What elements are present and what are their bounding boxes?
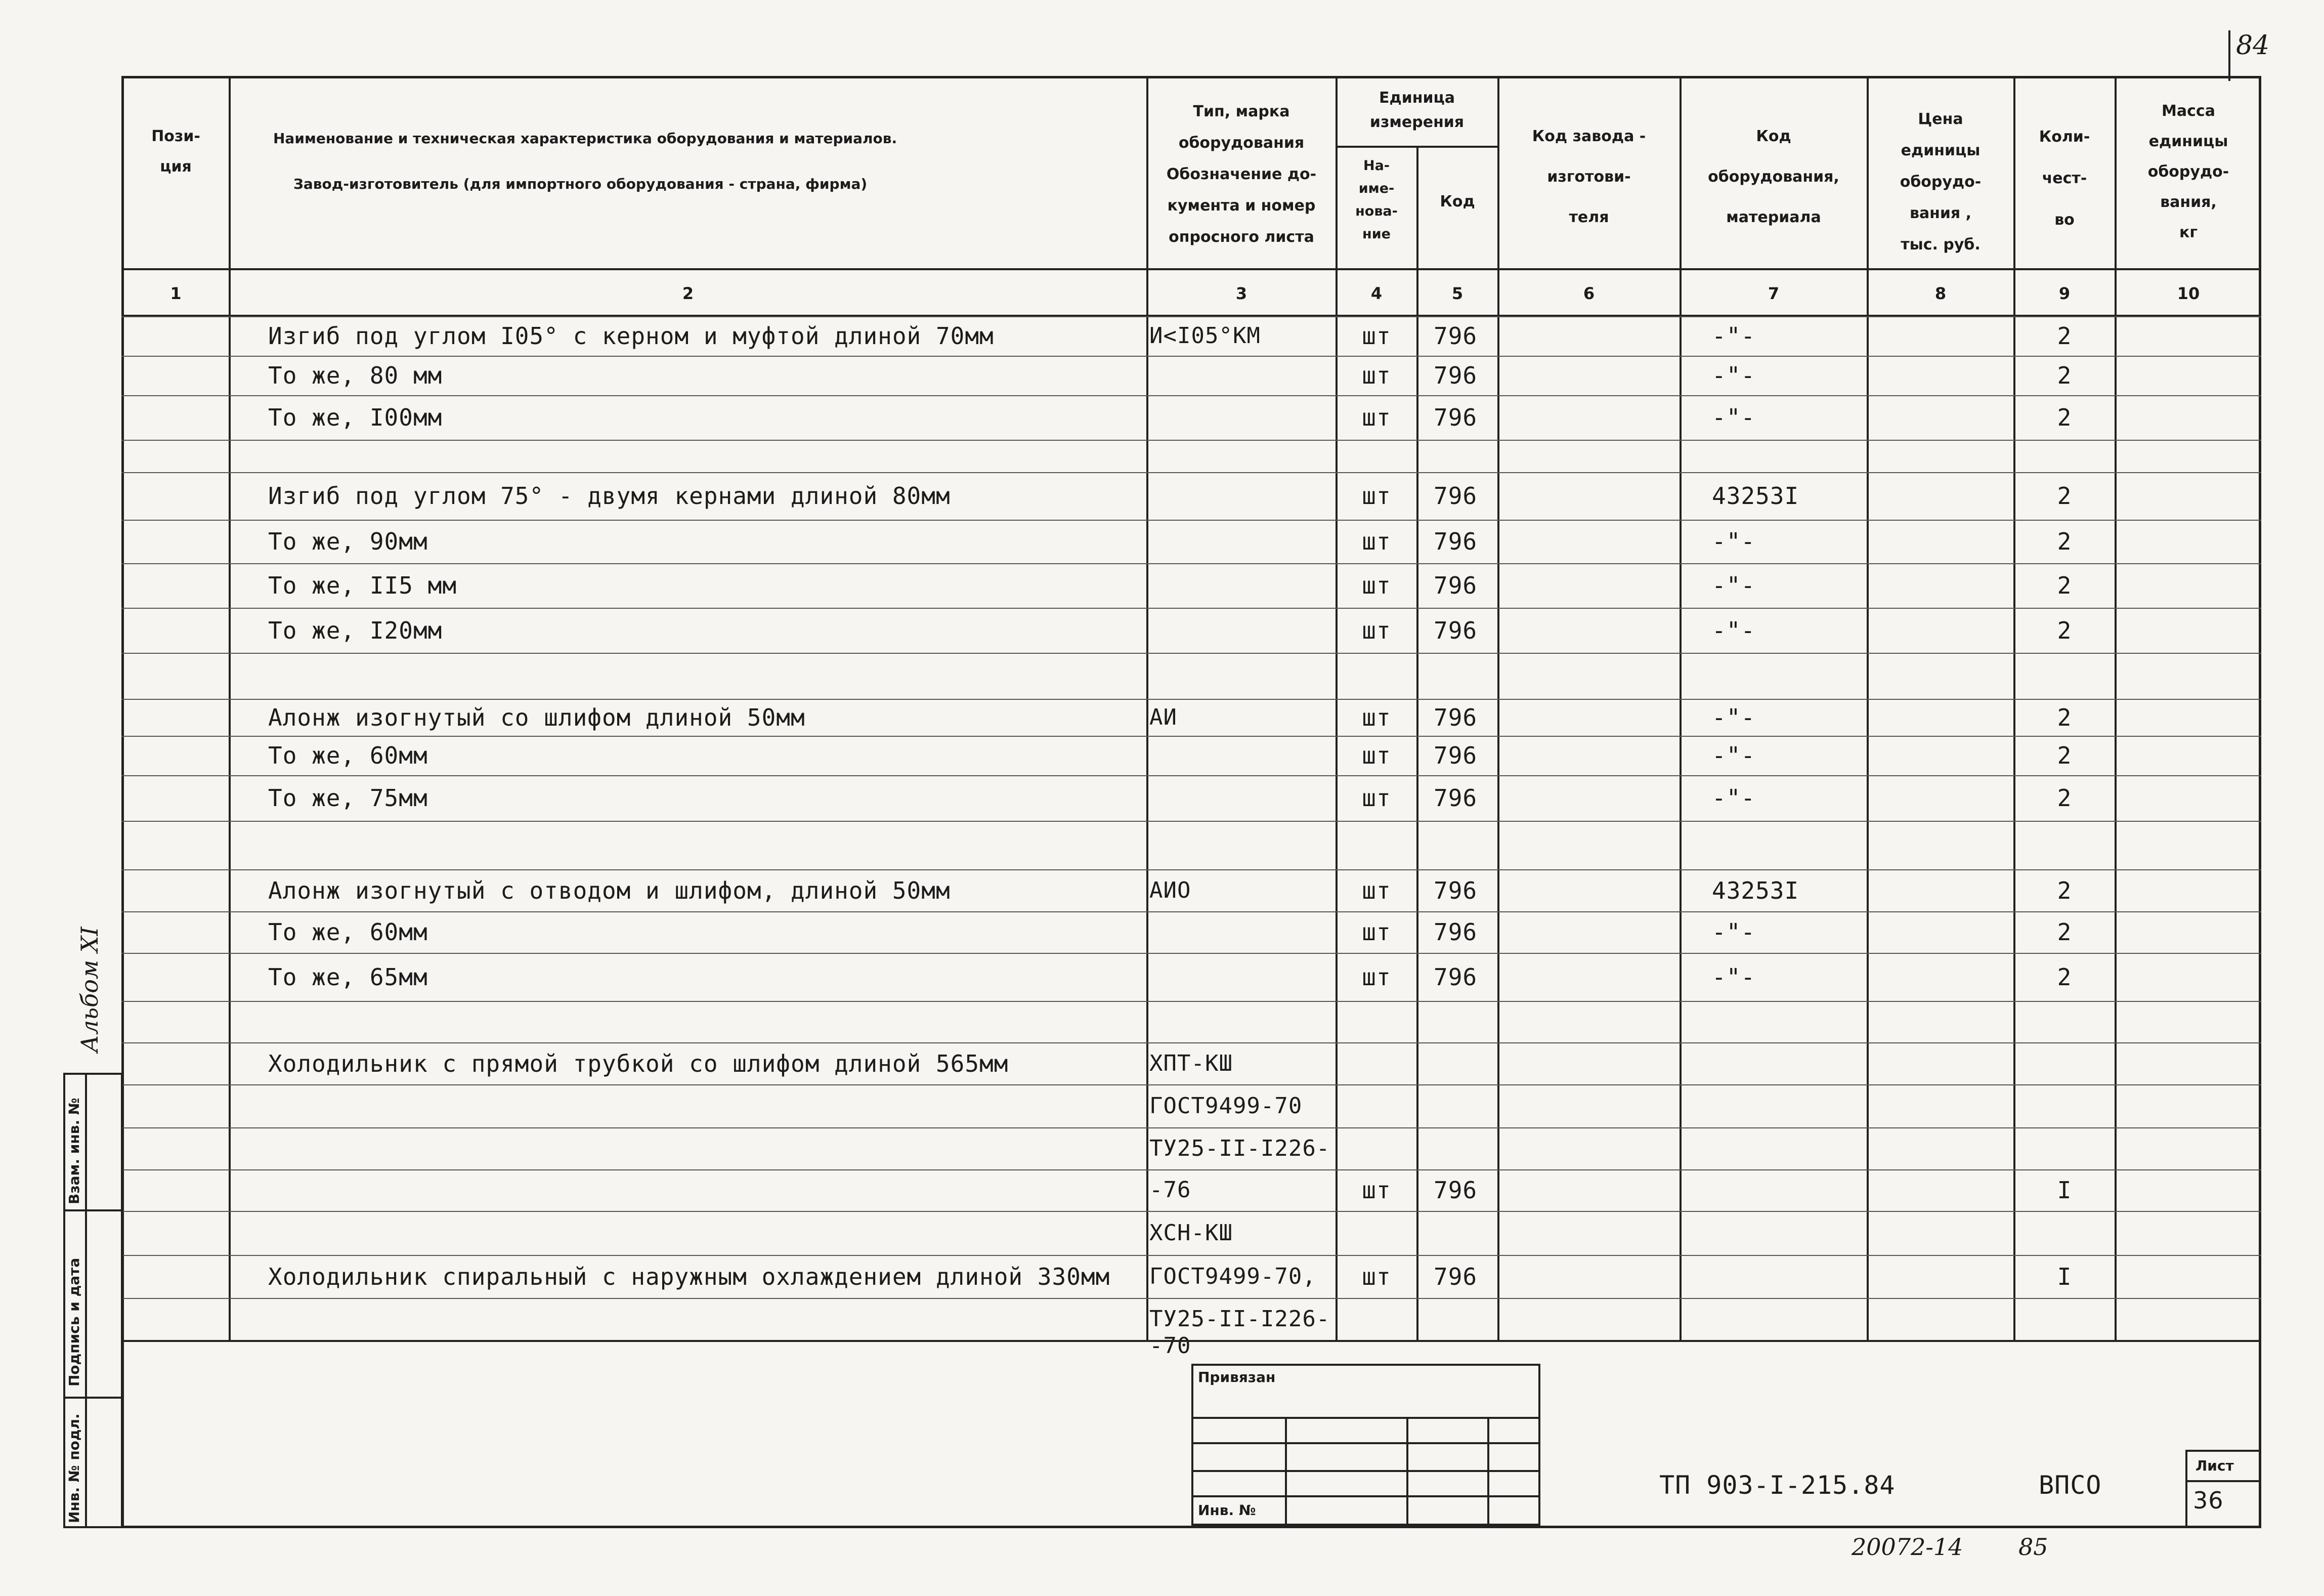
cell-qty: I bbox=[2057, 1177, 2072, 1204]
cell-type: ГОСТ9499-70, bbox=[1149, 1263, 1316, 1289]
cell-code: 796 bbox=[1434, 362, 1478, 389]
col-divider-4 bbox=[1416, 147, 1418, 1341]
header-type: Тип, марка оборудования Обозначение до- кумента и номер опросного листа bbox=[1166, 103, 1317, 246]
cell-mat: -"- bbox=[1712, 322, 1756, 350]
cell-code: 796 bbox=[1434, 482, 1478, 510]
table-row-line bbox=[121, 1255, 2261, 1256]
cell-qty: 2 bbox=[2057, 742, 2072, 769]
colnum-10: 10 bbox=[2177, 284, 2200, 303]
cell-qty: 2 bbox=[2057, 918, 2072, 946]
table-row-line bbox=[121, 1298, 2261, 1299]
side-stamp-orig-inv: Инв. № подл. bbox=[66, 1413, 82, 1523]
table-row-line bbox=[121, 316, 2261, 317]
side-stamp-line-2 bbox=[63, 1397, 123, 1399]
cell-qty: 2 bbox=[2057, 322, 2072, 350]
col-divider-5 bbox=[1497, 76, 1499, 1341]
colnum-9: 9 bbox=[2058, 284, 2071, 303]
colnum-4: 4 bbox=[1370, 284, 1383, 303]
document-section: ВПСО bbox=[2039, 1471, 2102, 1500]
table-row-line bbox=[121, 440, 2261, 441]
table-row-line bbox=[121, 1211, 2261, 1212]
cell-type: -76 bbox=[1149, 1177, 1191, 1203]
cell-type: ТУ25-II-I226- bbox=[1149, 1306, 1330, 1332]
cell-unit: шт bbox=[1362, 572, 1391, 599]
cell-mat: -"- bbox=[1712, 963, 1756, 991]
colnum-6: 6 bbox=[1583, 284, 1595, 303]
side-stamp-replace-inv: Взам. инв. № bbox=[66, 1098, 82, 1204]
cell-code: 796 bbox=[1434, 1263, 1478, 1290]
header-price: Цена единицы оборудо- вания , тыс. руб. bbox=[1900, 110, 1982, 254]
cell-mat: 43253I bbox=[1712, 876, 1799, 904]
cell-unit: шт bbox=[1362, 482, 1391, 510]
header-position: Пози- ция bbox=[151, 128, 200, 176]
side-stamp-signature: Подпись и дата bbox=[66, 1257, 82, 1387]
sheet-number: 36 bbox=[2193, 1487, 2224, 1514]
cell-mat: -"- bbox=[1712, 572, 1756, 599]
table-row-line bbox=[121, 395, 2261, 396]
cell-code: 796 bbox=[1434, 528, 1478, 555]
cell-unit: шт bbox=[1362, 918, 1391, 946]
cell-code: 796 bbox=[1434, 876, 1478, 904]
binding-vline-3 bbox=[1487, 1417, 1489, 1526]
cell-mat: -"- bbox=[1712, 918, 1756, 946]
table-row-line bbox=[121, 1001, 2261, 1002]
table-row-line bbox=[121, 1169, 2261, 1170]
cell-mat: -"- bbox=[1712, 742, 1756, 769]
cell-mat: -"- bbox=[1712, 616, 1756, 644]
cell-qty: 2 bbox=[2057, 572, 2072, 599]
cell-code: 796 bbox=[1434, 572, 1478, 599]
cell-name: Изгиб под углом I05° с керном и муфтой длиной 70мм bbox=[268, 322, 994, 350]
cell-name: Изгиб под углом 75° - двумя кернами длиной 80мм bbox=[268, 482, 951, 510]
cell-code: 796 bbox=[1434, 918, 1478, 946]
table-row-line bbox=[121, 1084, 2261, 1085]
cell-type: ХПТ-КШ bbox=[1149, 1050, 1233, 1076]
col-divider-9 bbox=[2115, 76, 2117, 1341]
cell-unit: шт bbox=[1362, 404, 1391, 431]
table-row-line bbox=[121, 699, 2261, 700]
cell-name: Холодильник спиральный с наружным охлаждением длиной 330мм bbox=[268, 1263, 1110, 1290]
table-row-line bbox=[121, 1042, 2261, 1043]
cell-qty: 2 bbox=[2057, 362, 2072, 389]
table-row-line bbox=[121, 653, 2261, 654]
cell-unit: шт bbox=[1362, 876, 1391, 904]
header-quantity: Коли- чест- во bbox=[2039, 128, 2090, 229]
cell-qty: 2 bbox=[2057, 404, 2072, 431]
document-code bbox=[1659, 1470, 1896, 1500]
cell-name: То же, I00мм bbox=[268, 404, 443, 431]
cell-type: И<I05°КМ bbox=[1149, 323, 1261, 349]
col-divider-2 bbox=[1146, 76, 1148, 1341]
album-note: Альбом XI bbox=[76, 927, 103, 1053]
cell-code: 796 bbox=[1434, 322, 1478, 350]
binding-vline-1 bbox=[1285, 1417, 1287, 1526]
cell-qty: I bbox=[2057, 1263, 2072, 1290]
cell-qty: 2 bbox=[2057, 482, 2072, 510]
colnum-2: 2 bbox=[682, 284, 694, 303]
cell-mat: -"- bbox=[1712, 404, 1756, 431]
cell-unit: шт bbox=[1362, 528, 1391, 555]
cell-name: Алонж изогнутый с отводом и шлифом, длиной 50мм bbox=[268, 876, 951, 904]
cell-type: ГОСТ9499-70 bbox=[1149, 1093, 1303, 1119]
cell-code: 796 bbox=[1434, 1177, 1478, 1204]
cell-mat: -"- bbox=[1712, 703, 1756, 731]
table-row-line bbox=[121, 356, 2261, 357]
cell-unit: шт bbox=[1362, 322, 1391, 350]
cell-code: 796 bbox=[1434, 784, 1478, 812]
cell-type: ХСН-КШ bbox=[1149, 1220, 1233, 1246]
cell-name: Алонж изогнутый со шлифом длиной 50мм bbox=[268, 703, 805, 731]
cell-code: 796 bbox=[1434, 703, 1478, 731]
colnum-5: 5 bbox=[1451, 284, 1464, 303]
header-material-code: Код оборудования, материала bbox=[1708, 128, 1839, 226]
cell-qty: 2 bbox=[2057, 528, 2072, 555]
cell-name: То же, 65мм bbox=[268, 963, 428, 991]
cell-name: То же, I20мм bbox=[268, 616, 443, 644]
table-bottom-line bbox=[121, 1340, 2261, 1342]
cell-qty: 2 bbox=[2057, 963, 2072, 991]
table-row-line bbox=[121, 953, 2261, 954]
table-row-line bbox=[121, 472, 2261, 473]
page-number: 84 bbox=[2236, 30, 2270, 61]
header-unit-name: На- име- нова- ние bbox=[1355, 158, 1398, 242]
cell-unit: шт bbox=[1362, 784, 1391, 812]
table-row-line bbox=[121, 736, 2261, 737]
header-unit-code: Код bbox=[1440, 193, 1475, 211]
table-row-line bbox=[121, 911, 2261, 912]
cell-qty: 2 bbox=[2057, 876, 2072, 904]
table-row-line bbox=[121, 775, 2261, 776]
cell-type: АИ bbox=[1149, 704, 1177, 730]
cell-unit: шт bbox=[1362, 1263, 1391, 1290]
cell-type: -70 bbox=[1149, 1333, 1191, 1359]
table-row-line bbox=[121, 1127, 2261, 1128]
cell-name: То же, II5 мм bbox=[268, 572, 457, 599]
cell-type: ТУ25-II-I226- bbox=[1149, 1135, 1330, 1161]
col-divider-6 bbox=[1680, 76, 1682, 1341]
header-bottom-line bbox=[121, 268, 2261, 270]
cell-code: 796 bbox=[1434, 742, 1478, 769]
cell-name: То же, 90мм bbox=[268, 528, 428, 555]
table-row-line bbox=[121, 608, 2261, 609]
header-factory-code: Код завода - изготови- теля bbox=[1532, 128, 1646, 226]
colnum-3: 3 bbox=[1235, 284, 1247, 303]
cell-name: То же, 80 мм bbox=[268, 362, 443, 389]
col-divider-7 bbox=[1867, 76, 1869, 1341]
cell-code: 796 bbox=[1434, 404, 1478, 431]
cell-qty: 2 bbox=[2057, 616, 2072, 644]
cell-code: 796 bbox=[1434, 963, 1478, 991]
cell-name: То же, 75мм bbox=[268, 784, 428, 812]
cell-name: То же, 60мм bbox=[268, 918, 428, 946]
unit-group-divider bbox=[1336, 146, 1497, 148]
table-row-line bbox=[121, 563, 2261, 564]
table-row-line bbox=[121, 869, 2261, 870]
cell-unit: шт bbox=[1362, 963, 1391, 991]
cell-type: АИО bbox=[1149, 877, 1191, 903]
colnum-8: 8 bbox=[1934, 284, 1947, 303]
page-number-bracket bbox=[2228, 30, 2230, 81]
cell-unit: шт bbox=[1362, 362, 1391, 389]
header-mass: Масса единицы оборудо- вания, кг bbox=[2147, 102, 2229, 241]
sheet-box-divider bbox=[2185, 1480, 2261, 1482]
binding-vline-2 bbox=[1406, 1417, 1408, 1526]
cell-mat: -"- bbox=[1712, 784, 1756, 812]
side-stamp-line-1 bbox=[63, 1209, 123, 1211]
sheet-label: Лист bbox=[2196, 1457, 2234, 1474]
cell-unit: шт bbox=[1362, 616, 1391, 644]
colnum-7: 7 bbox=[1768, 284, 1780, 303]
cell-name: Холодильник с прямой трубкой со шлифом длиной 565мм bbox=[268, 1049, 1009, 1077]
cell-unit: шт bbox=[1362, 703, 1391, 731]
cell-mat: -"- bbox=[1712, 528, 1756, 555]
cell-name: То же, 60мм bbox=[268, 742, 428, 769]
footer-number: 20072-14 bbox=[1852, 1533, 1963, 1561]
cell-unit: шт bbox=[1362, 742, 1391, 769]
table-row-line bbox=[121, 520, 2261, 521]
cell-qty: 2 bbox=[2057, 703, 2072, 731]
cell-mat: 43253I bbox=[1712, 482, 1799, 510]
header-name-line2: Завод-изготовитель (для импортного оборудования - страна, фирма) bbox=[293, 176, 868, 192]
cell-code: 796 bbox=[1434, 616, 1478, 644]
header-name-line1: Наименование и техническая характеристика оборудования и материалов. bbox=[273, 130, 897, 147]
binding-inv: Инв. № bbox=[1198, 1502, 1256, 1519]
cell-unit: шт bbox=[1362, 1177, 1391, 1204]
side-stamp-divider bbox=[85, 1073, 87, 1528]
header-unit-group: Единица измерения bbox=[1369, 89, 1465, 131]
colnum-1: 1 bbox=[170, 284, 182, 303]
col-divider-1 bbox=[229, 76, 231, 1341]
binding-title: Привязан bbox=[1198, 1369, 1276, 1385]
cell-qty: 2 bbox=[2057, 784, 2072, 812]
document-code-text: ТП 903-I-215.84 bbox=[1659, 1471, 1896, 1500]
table-row-line bbox=[121, 821, 2261, 822]
footer-page: 85 bbox=[2018, 1533, 2048, 1561]
cell-mat: -"- bbox=[1712, 362, 1756, 389]
